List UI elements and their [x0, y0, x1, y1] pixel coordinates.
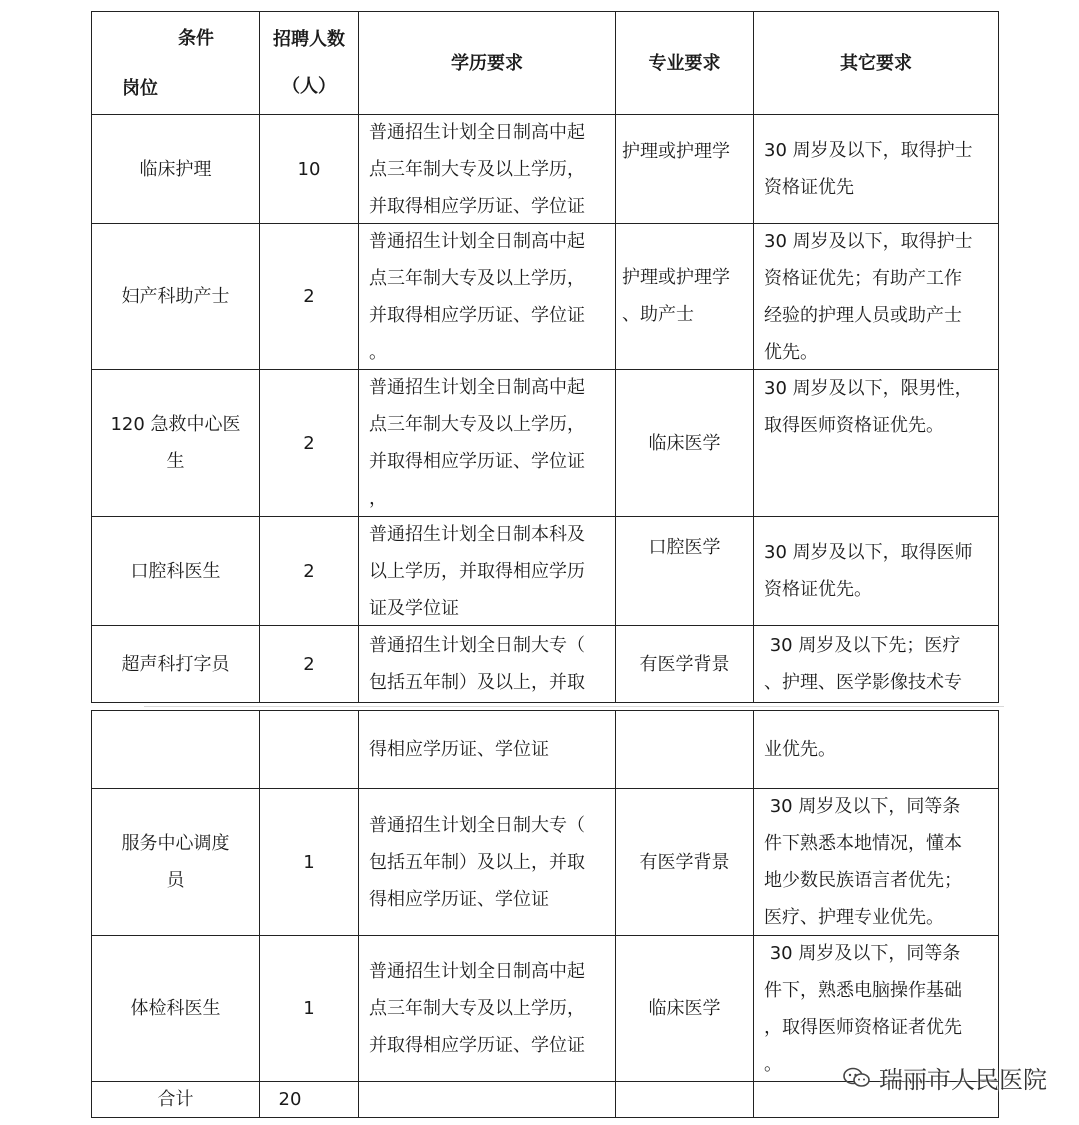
continued-other: 业优先。: [764, 739, 836, 760]
row-position: 临床护理: [139, 158, 212, 180]
row-education: 普通招生计划全日制高中起 点三年制大专及以上学历， 并取得相应学历证、学位证: [369, 121, 585, 217]
row-other: 30 周岁及以下，取得护士 资格证优先: [764, 140, 973, 198]
row-count: 1: [303, 998, 315, 1019]
row-education: 普通招生计划全日制高中起 点三年制大专及以上学历， 并取得相应学历证、学位证: [369, 961, 585, 1056]
row-count: 1: [303, 851, 315, 873]
wechat-icon: [843, 1067, 871, 1089]
row-position: 口腔科医生: [130, 560, 221, 582]
row-education: 普通招生计划全日制本科及 以上学历，并取得相应学历 证及学位证: [369, 523, 585, 619]
row-position: 超声科打字员: [121, 653, 230, 675]
header-condition: 条件: [178, 28, 214, 49]
header-count-line2: （人）: [282, 76, 336, 97]
row-count: 2: [303, 286, 315, 307]
row-major: 口腔医学: [648, 536, 721, 558]
header-count: [260, 12, 358, 114]
row-other: 30 周岁及以下，同等条 件下，熟悉电脑操作基础 ，取得医师资格证者优先 。: [764, 942, 962, 1075]
row-count: 10: [297, 158, 321, 180]
row-major: 护理或护理学: [622, 141, 730, 162]
row-other: 30 周岁及以下先；医疗 、护理、医学影像技术专: [764, 635, 962, 693]
recruitment-table-part-1: [91, 11, 999, 703]
row-major: 有医学背景: [639, 653, 730, 675]
recruitment-table-part-2: [91, 710, 999, 1118]
header-education: 学历要求: [451, 52, 523, 74]
header-other: 其它要求: [840, 52, 912, 74]
row-education: 普通招生计划全日制高中起 点三年制大专及以上学历， 并取得相应学历证、学位证 ，: [369, 377, 585, 509]
row-other: 30 周岁及以下，取得护士 资格证优先；有助产工作 经验的护理人员或助产士 优先。: [764, 230, 973, 363]
row-position: 体检科医生: [130, 998, 221, 1019]
watermark: [843, 1060, 1047, 1095]
row-position: 120 急救中心医 生: [110, 414, 241, 472]
header-position: 岗位: [122, 78, 158, 99]
header-major: 专业要求: [648, 52, 721, 74]
row-other: 30 周岁及以下，取得医师 资格证优先。: [764, 542, 973, 600]
total-label: 合计: [157, 1089, 194, 1110]
row-count: 2: [303, 653, 315, 675]
row-major: 有医学背景: [639, 851, 730, 873]
total-count: 20: [278, 1089, 302, 1110]
row-major: 护理或护理学 、助产士: [622, 267, 730, 325]
row-major: 临床医学: [648, 998, 721, 1019]
row-education: 普通招生计划全日制大专（ 包括五年制）及以上，并取 得相应学历证、学位证: [369, 814, 585, 910]
header-count-line1: 招聘人数: [273, 29, 345, 50]
page-break-line: [144, 706, 1004, 707]
row-education: 普通招生计划全日制高中起 点三年制大专及以上学历， 并取得相应学历证、学位证 。: [369, 230, 585, 363]
row-other: 30 周岁及以下，限男性， 取得医师资格证优先。: [764, 378, 973, 436]
header-diagonal: [92, 12, 260, 115]
watermark-text: 瑞丽市人民医院: [879, 1066, 1047, 1094]
row-position: 服务中心调度 员: [121, 833, 230, 891]
row-count: 2: [303, 560, 315, 582]
continued-education: 得相应学历证、学位证: [369, 739, 549, 760]
row-position: 妇产科助产士: [121, 286, 230, 307]
row-major: 临床医学: [648, 432, 721, 454]
row-education: 普通招生计划全日制大专（ 包括五年制）及以上，并取: [369, 635, 585, 693]
row-other: 30 周岁及以下，同等条 件下熟悉本地情况，懂本 地少数民族语言者优先； 医疗、护理专业优先。: [764, 796, 962, 928]
row-count: 2: [303, 432, 315, 454]
